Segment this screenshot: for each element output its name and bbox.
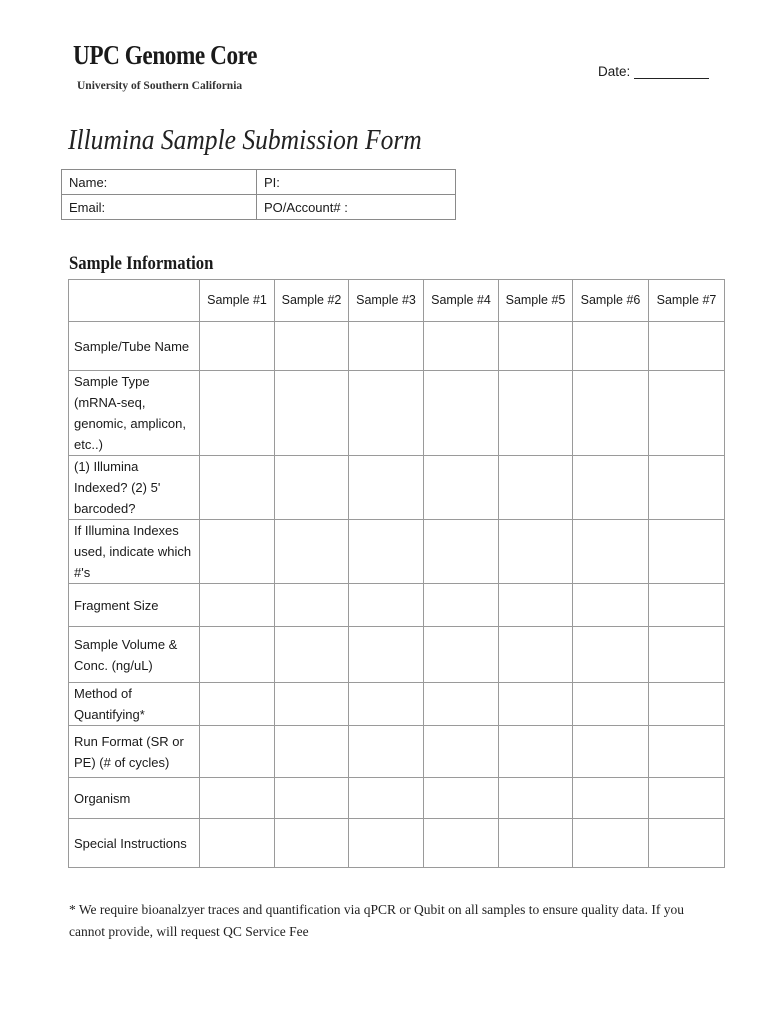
sample-input-cell[interactable] — [275, 778, 349, 819]
sample-input-cell[interactable] — [275, 371, 349, 456]
sample-input-cell[interactable] — [200, 456, 275, 520]
sample-input-cell[interactable] — [349, 683, 424, 726]
sample-input-cell[interactable] — [200, 819, 275, 868]
sample-input-cell[interactable] — [200, 520, 275, 584]
sample-input-cell[interactable] — [424, 819, 499, 868]
column-header-sample-7: Sample #7 — [649, 280, 725, 322]
sample-input-cell[interactable] — [349, 778, 424, 819]
table-row — [69, 371, 725, 456]
table-row — [69, 819, 725, 868]
sample-input-cell[interactable] — [499, 371, 573, 456]
sample-input-cell[interactable] — [424, 584, 499, 627]
sample-input-cell[interactable] — [424, 778, 499, 819]
sample-input-cell[interactable] — [275, 520, 349, 584]
table-row — [69, 683, 725, 726]
sample-input-cell[interactable] — [499, 778, 573, 819]
sample-input-cell[interactable] — [200, 371, 275, 456]
sample-input-cell[interactable] — [649, 456, 725, 520]
sample-input-cell[interactable] — [573, 322, 649, 371]
sample-input-cell[interactable] — [200, 726, 275, 778]
email-field[interactable] — [62, 195, 257, 220]
table-row — [69, 627, 725, 683]
sample-input-cell[interactable] — [499, 322, 573, 371]
sample-input-cell[interactable] — [200, 778, 275, 819]
row-label: Sample Volume & Conc. (ng/uL) — [69, 627, 200, 683]
sample-input-cell[interactable] — [275, 726, 349, 778]
sample-input-cell[interactable] — [499, 456, 573, 520]
sample-input-cell[interactable] — [424, 322, 499, 371]
sample-input-cell[interactable] — [499, 584, 573, 627]
sample-input-cell[interactable] — [200, 683, 275, 726]
row-label: Fragment Size — [69, 584, 200, 627]
row-label: Method of Quantifying* — [69, 683, 200, 726]
date-field — [598, 64, 709, 79]
sample-input-cell[interactable] — [649, 726, 725, 778]
sample-input-cell[interactable] — [349, 520, 424, 584]
sample-input-cell[interactable] — [573, 726, 649, 778]
row-label: (1) Illumina Indexed? (2) 5' barcoded? — [69, 456, 200, 520]
name-field[interactable] — [62, 170, 257, 195]
sample-input-cell[interactable] — [649, 627, 725, 683]
row-label: Sample/Tube Name — [69, 322, 200, 371]
sample-input-cell[interactable] — [499, 819, 573, 868]
column-header-sample-2: Sample #2 — [275, 280, 349, 322]
name-label: Name: — [69, 174, 108, 190]
sample-input-cell[interactable] — [499, 726, 573, 778]
sample-input-cell[interactable] — [573, 683, 649, 726]
pi-field[interactable] — [257, 170, 456, 195]
date-input-line[interactable] — [634, 64, 709, 79]
sample-input-cell[interactable] — [573, 627, 649, 683]
sample-input-cell[interactable] — [573, 371, 649, 456]
contact-row — [62, 170, 456, 195]
sample-input-cell[interactable] — [499, 683, 573, 726]
pi-label: PI: — [264, 174, 280, 190]
sample-input-cell[interactable] — [424, 726, 499, 778]
sample-input-cell[interactable] — [499, 627, 573, 683]
contact-table — [61, 169, 456, 220]
contact-row — [62, 195, 456, 220]
table-row — [69, 520, 725, 584]
table-row — [69, 456, 725, 520]
sample-input-cell[interactable] — [349, 371, 424, 456]
header-row — [69, 280, 725, 322]
sample-input-cell[interactable] — [649, 520, 725, 584]
form-title: Illumina Sample Submission Form — [68, 124, 422, 156]
org-subtitle: University of Southern California — [77, 80, 243, 92]
sample-input-cell[interactable] — [649, 322, 725, 371]
column-header-sample-3: Sample #3 — [349, 280, 424, 322]
sample-input-cell[interactable] — [573, 520, 649, 584]
po-account-label: PO/Account# : — [264, 199, 348, 215]
sample-input-cell[interactable] — [573, 819, 649, 868]
section-title: Sample Information — [69, 253, 214, 274]
sample-input-cell[interactable] — [200, 322, 275, 371]
sample-input-cell[interactable] — [275, 819, 349, 868]
sample-input-cell[interactable] — [349, 584, 424, 627]
sample-input-cell[interactable] — [649, 683, 725, 726]
sample-input-cell[interactable] — [424, 683, 499, 726]
sample-input-cell[interactable] — [499, 520, 573, 584]
sample-input-cell[interactable] — [275, 683, 349, 726]
row-label: Organism — [69, 778, 200, 819]
date-label: Date: — [598, 64, 631, 79]
column-header-sample-1: Sample #1 — [200, 280, 275, 322]
column-header-sample-5: Sample #5 — [499, 280, 573, 322]
row-label: Sample Type (mRNA-seq, genomic, amplicon, etc..) — [69, 371, 200, 456]
row-label: Special Instructions — [69, 819, 200, 868]
table-row — [69, 778, 725, 819]
sample-input-cell[interactable] — [649, 371, 725, 456]
column-header-sample-4: Sample #4 — [424, 280, 499, 322]
sample-input-cell[interactable] — [275, 322, 349, 371]
sample-input-cell[interactable] — [275, 584, 349, 627]
sample-input-cell[interactable] — [649, 584, 725, 627]
sample-input-cell[interactable] — [349, 322, 424, 371]
org-name: UPC Genome Core — [73, 40, 257, 70]
sample-input-cell[interactable] — [424, 520, 499, 584]
sample-input-cell[interactable] — [573, 778, 649, 819]
sample-input-cell[interactable] — [424, 627, 499, 683]
sample-input-cell[interactable] — [200, 627, 275, 683]
sample-input-cell[interactable] — [349, 456, 424, 520]
sample-input-cell[interactable] — [349, 627, 424, 683]
sample-info-table — [68, 279, 725, 868]
row-label: Run Format (SR or PE) (# of cycles) — [69, 726, 200, 778]
sample-input-cell[interactable] — [649, 778, 725, 819]
corner-cell — [69, 280, 200, 322]
sample-input-cell[interactable] — [275, 456, 349, 520]
po-account-field[interactable] — [257, 195, 456, 220]
sample-input-cell[interactable] — [200, 584, 275, 627]
sample-input-cell[interactable] — [649, 819, 725, 868]
table-row — [69, 584, 725, 627]
row-label: If Illumina Indexes used, indicate which #'s — [69, 520, 200, 584]
table-row — [69, 322, 725, 371]
sample-input-cell[interactable] — [424, 371, 499, 456]
sample-input-cell[interactable] — [573, 456, 649, 520]
column-header-sample-6: Sample #6 — [573, 280, 649, 322]
sample-input-cell[interactable] — [424, 456, 499, 520]
table-row — [69, 726, 725, 778]
sample-input-cell[interactable] — [275, 627, 349, 683]
footnote: * We require bioanalzyer traces and quantification via qPCR or Qubit on all samples to ensure quality data. If you cannot provide, will request QC Service Fee — [69, 902, 684, 939]
sample-input-cell[interactable] — [349, 726, 424, 778]
email-label: Email: — [69, 199, 106, 215]
sample-input-cell[interactable] — [349, 819, 424, 868]
sample-input-cell[interactable] — [573, 584, 649, 627]
